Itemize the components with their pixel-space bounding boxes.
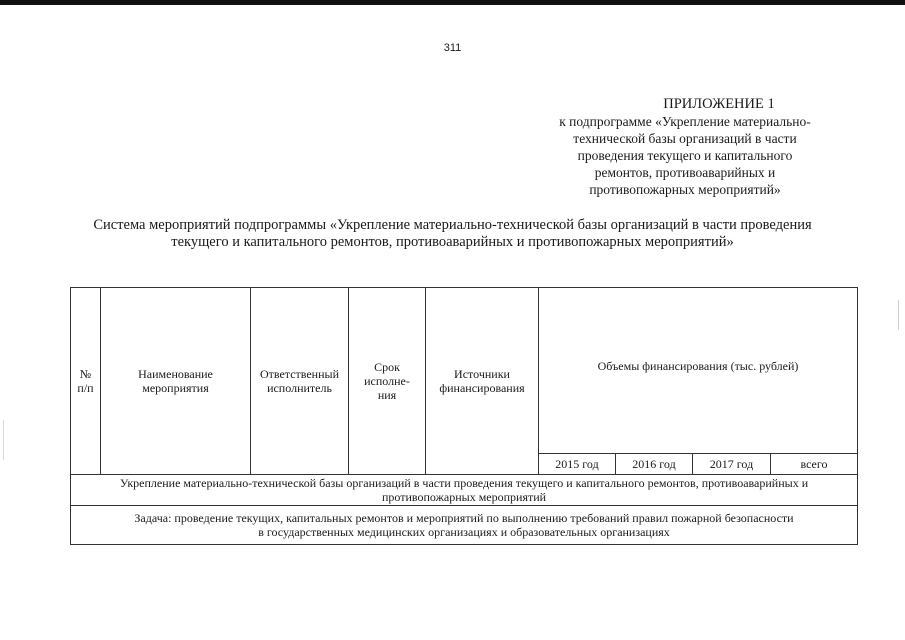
appendix-line: к подпрограмме «Укрепление материально- bbox=[559, 114, 811, 129]
task-row bbox=[71, 506, 858, 545]
appendix-line: противопожарных мероприятий» bbox=[589, 182, 781, 197]
header-sources: Источники финансирования bbox=[426, 288, 539, 475]
section-title: Укрепление материально-технической базы организаций в части проведения текущего и капитального ремонтов, противоаварийных и противопожарных мероприятий bbox=[71, 475, 858, 506]
task-title: Задача: проведение текущих, капитальных ремонтов и мероприятий по выполнению требований правил пожарной безопасности в государственных медицинских организациях и образовательных организациях bbox=[71, 506, 858, 545]
appendix-line: технической базы организаций в части bbox=[573, 131, 797, 146]
header-responsible: Ответственный исполнитель bbox=[251, 288, 349, 475]
appendix-title: ПРИЛОЖЕНИЕ 1 bbox=[663, 96, 775, 112]
appendix-line: ремонтов, противоаварийных и bbox=[594, 165, 776, 180]
header-total: всего bbox=[771, 454, 858, 475]
header-name: Наименование мероприятия bbox=[101, 288, 251, 475]
document-title bbox=[60, 217, 845, 251]
scan-artifact bbox=[3, 420, 4, 460]
header-number: № п/п bbox=[71, 288, 101, 475]
header-financing: Объемы финансирования (тыс. рублей) bbox=[539, 288, 858, 454]
header-year: 2015 год bbox=[539, 454, 616, 475]
section-row bbox=[71, 475, 858, 506]
document-title-line: текущего и капитального ремонтов, противоаварийных и противопожарных мероприятий» bbox=[171, 234, 734, 250]
header-year: 2016 год bbox=[616, 454, 693, 475]
appendix-line: проведения текущего и капитального bbox=[577, 148, 793, 163]
scan-artifact bbox=[898, 300, 899, 330]
table-header-row bbox=[71, 288, 858, 454]
document-title-line: Система мероприятий подпрограммы «Укрепление материально-технической базы организаций в части проведения bbox=[93, 217, 812, 233]
scan-top-border bbox=[0, 0, 905, 5]
page-number: 311 bbox=[443, 42, 462, 54]
measures-table bbox=[70, 287, 858, 545]
appendix-block bbox=[540, 96, 830, 198]
header-term: Срок исполне- ния bbox=[349, 288, 426, 475]
header-year: 2017 год bbox=[693, 454, 771, 475]
